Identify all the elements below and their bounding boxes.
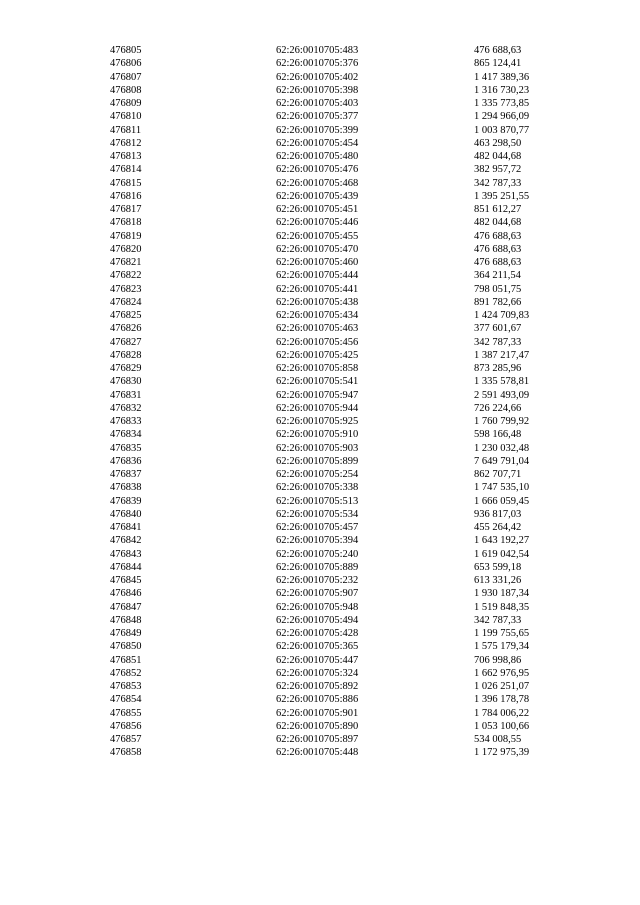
table-row	[110, 640, 550, 653]
cadastral-number: 62:26:0010705:460	[276, 257, 359, 268]
table-row	[110, 534, 550, 547]
cadastral-number: 62:26:0010705:947	[276, 389, 359, 401]
cadastral-value: 653 599,18	[474, 561, 522, 573]
cadastral-value: 706 998,86	[474, 654, 522, 666]
row-number: 476824	[110, 296, 142, 308]
cadastral-value: 1 930 187,34	[474, 588, 530, 600]
table-row	[110, 110, 550, 123]
table-row	[110, 521, 550, 534]
cadastral-number: 62:26:0010705:439	[276, 190, 359, 202]
row-number: 476815	[110, 177, 142, 189]
cadastral-value: 1 053 100,66	[474, 720, 530, 732]
table-row	[110, 203, 550, 216]
table-row	[110, 561, 550, 574]
cadastral-value: 851 612,27	[474, 204, 522, 215]
table-row	[110, 137, 550, 150]
row-number: 476821	[110, 257, 142, 268]
row-number: 476851	[110, 654, 142, 666]
cadastral-value: 1 316 730,23	[474, 84, 530, 96]
row-number: 476856	[110, 720, 142, 732]
cadastral-number: 62:26:0010705:438	[276, 296, 359, 308]
cadastral-number: 62:26:0010705:402	[276, 71, 359, 83]
table-row	[110, 362, 550, 375]
cadastral-value: 482 044,68	[474, 217, 522, 229]
cadastral-value: 865 124,41	[474, 58, 522, 70]
table-row	[110, 680, 550, 693]
cadastral-value: 798 051,75	[474, 283, 522, 295]
cadastral-value: 482 044,68	[474, 151, 522, 162]
table-row	[110, 190, 550, 203]
cadastral-number: 62:26:0010705:513	[276, 495, 359, 507]
cadastral-value: 1 575 179,34	[474, 641, 530, 653]
row-number: 476808	[110, 84, 142, 96]
table-row	[110, 707, 550, 720]
row-number: 476849	[110, 628, 142, 639]
table-row	[110, 71, 550, 84]
cadastral-value: 476 688,63	[474, 257, 522, 268]
cadastral-number: 62:26:0010705:398	[276, 84, 359, 96]
cadastral-number: 62:26:0010705:948	[276, 601, 359, 613]
cadastral-value: 1 643 192,27	[474, 535, 530, 547]
row-number: 476842	[110, 535, 142, 547]
cadastral-number: 62:26:0010705:456	[276, 336, 359, 348]
row-number: 476840	[110, 508, 142, 520]
cadastral-value: 1 395 251,55	[474, 190, 530, 202]
table-row	[110, 296, 550, 309]
cadastral-number: 62:26:0010705:455	[276, 230, 359, 242]
cadastral-value: 2 591 493,09	[474, 389, 530, 401]
cadastral-number: 62:26:0010705:534	[276, 508, 359, 520]
row-number: 476810	[110, 111, 142, 123]
table-row	[110, 442, 550, 455]
row-number: 476822	[110, 270, 142, 282]
table-row	[110, 455, 550, 468]
cadastral-value: 476 688,63	[474, 243, 522, 255]
cadastral-value: 1 172 975,39	[474, 747, 530, 759]
cadastral-value: 726 224,66	[474, 402, 522, 414]
cadastral-number: 62:26:0010705:434	[276, 310, 359, 321]
row-number: 476809	[110, 98, 142, 109]
row-number: 476838	[110, 482, 142, 494]
row-number: 476853	[110, 681, 142, 692]
cadastral-number: 62:26:0010705:403	[276, 98, 359, 109]
table-row	[110, 84, 550, 97]
cadastral-number: 62:26:0010705:494	[276, 614, 359, 626]
table-row	[110, 667, 550, 680]
row-number: 476817	[110, 204, 142, 215]
row-number: 476836	[110, 455, 142, 467]
row-number: 476820	[110, 243, 142, 255]
cadastral-number: 62:26:0010705:457	[276, 522, 359, 533]
table-row	[110, 243, 550, 256]
table-row	[110, 163, 550, 176]
table-row	[110, 693, 550, 706]
cadastral-number: 62:26:0010705:903	[276, 442, 359, 454]
row-number: 476812	[110, 137, 142, 149]
cadastral-number: 62:26:0010705:541	[276, 376, 359, 388]
table-row	[110, 574, 550, 587]
table-row	[110, 415, 550, 428]
row-number: 476832	[110, 402, 142, 414]
cadastral-number: 62:26:0010705:447	[276, 654, 359, 666]
row-number: 476855	[110, 707, 142, 719]
cadastral-value: 1 747 535,10	[474, 482, 530, 494]
row-number: 476843	[110, 548, 142, 560]
cadastral-number: 62:26:0010705:454	[276, 137, 359, 149]
table-row	[110, 57, 550, 70]
table-row	[110, 746, 550, 759]
cadastral-number: 62:26:0010705:446	[276, 217, 359, 229]
table-row	[110, 614, 550, 627]
row-number: 476846	[110, 588, 142, 600]
row-number: 476833	[110, 416, 142, 427]
cadastral-value: 455 264,42	[474, 522, 522, 533]
cadastral-number: 62:26:0010705:428	[276, 628, 359, 639]
cadastral-number: 62:26:0010705:890	[276, 720, 359, 732]
table-row	[110, 124, 550, 137]
cadastral-number: 62:26:0010705:468	[276, 177, 359, 189]
row-number: 476848	[110, 614, 142, 626]
table-row	[110, 177, 550, 190]
cadastral-value: 1 666 059,45	[474, 495, 530, 507]
cadastral-value: 598 166,48	[474, 429, 522, 441]
table-row	[110, 654, 550, 667]
table-row	[110, 375, 550, 388]
cadastral-number: 62:26:0010705:925	[276, 416, 359, 427]
table-row	[110, 508, 550, 521]
table-row	[110, 44, 550, 57]
row-number: 476806	[110, 58, 142, 70]
table-row	[110, 256, 550, 269]
row-number: 476818	[110, 217, 142, 229]
table-row	[110, 720, 550, 733]
cadastral-number: 62:26:0010705:240	[276, 548, 359, 560]
cadastral-value: 534 008,55	[474, 734, 522, 745]
cadastral-number: 62:26:0010705:858	[276, 363, 359, 374]
row-number: 476837	[110, 469, 142, 480]
cadastral-number: 62:26:0010705:365	[276, 641, 359, 653]
cadastral-value: 1 619 042,54	[474, 548, 530, 560]
table-row	[110, 587, 550, 600]
table-row	[110, 283, 550, 296]
cadastral-value: 364 211,54	[474, 270, 521, 282]
row-number: 476828	[110, 349, 142, 361]
row-number: 476854	[110, 694, 142, 706]
table-row	[110, 733, 550, 746]
cadastral-number: 62:26:0010705:897	[276, 734, 359, 745]
cadastral-value: 1 335 578,81	[474, 376, 530, 388]
table-row	[110, 230, 550, 243]
row-number: 476826	[110, 323, 142, 335]
row-number: 476830	[110, 376, 142, 388]
cadastral-value: 613 331,26	[474, 575, 522, 586]
row-number: 476839	[110, 495, 142, 507]
cadastral-number: 62:26:0010705:899	[276, 455, 359, 467]
cadastral-value: 1 396 178,78	[474, 694, 530, 706]
cadastral-number: 62:26:0010705:376	[276, 58, 359, 70]
row-number: 476847	[110, 601, 142, 613]
row-number: 476811	[110, 124, 142, 136]
cadastral-number: 62:26:0010705:448	[276, 747, 359, 759]
cadastral-number: 62:26:0010705:910	[276, 429, 359, 441]
row-number: 476829	[110, 363, 142, 374]
cadastral-number: 62:26:0010705:886	[276, 694, 359, 706]
cadastral-number: 62:26:0010705:441	[276, 283, 359, 295]
table-row	[110, 402, 550, 415]
row-number: 476841	[110, 522, 142, 533]
table-row	[110, 97, 550, 110]
table-row	[110, 601, 550, 614]
cadastral-value: 873 285,96	[474, 363, 522, 374]
cadastral-number: 62:26:0010705:232	[276, 575, 359, 586]
cadastral-number: 62:26:0010705:444	[276, 270, 359, 282]
cadastral-number: 62:26:0010705:476	[276, 164, 359, 176]
cadastral-value: 1 230 032,48	[474, 442, 530, 454]
cadastral-value: 1 519 848,35	[474, 601, 530, 613]
cadastral-value: 476 688,63	[474, 45, 522, 56]
cadastral-value: 1 662 976,95	[474, 667, 530, 679]
table-row	[110, 495, 550, 508]
cadastral-number: 62:26:0010705:324	[276, 667, 359, 679]
cadastral-number: 62:26:0010705:901	[276, 707, 359, 719]
row-number: 476819	[110, 230, 142, 242]
cadastral-number: 62:26:0010705:338	[276, 482, 359, 494]
cadastral-number: 62:26:0010705:892	[276, 681, 359, 692]
cadastral-number: 62:26:0010705:480	[276, 151, 359, 162]
table-row	[110, 468, 550, 481]
cadastral-value: 342 787,33	[474, 614, 522, 626]
cadastral-value: 476 688,63	[474, 230, 522, 242]
cadastral-value: 342 787,33	[474, 336, 522, 348]
cadastral-number: 62:26:0010705:394	[276, 535, 359, 547]
table-row	[110, 349, 550, 362]
cadastral-value: 342 787,33	[474, 177, 522, 189]
cadastral-value: 1 387 217,47	[474, 349, 530, 361]
cadastral-number: 62:26:0010705:889	[276, 561, 359, 573]
table-row	[110, 336, 550, 349]
cadastral-value: 891 782,66	[474, 296, 522, 308]
row-number: 476827	[110, 336, 142, 348]
cadastral-number: 62:26:0010705:377	[276, 111, 359, 123]
cadastral-value: 382 957,72	[474, 164, 522, 176]
cadastral-value: 1 294 966,09	[474, 111, 530, 123]
data-table	[110, 44, 550, 760]
row-number: 476844	[110, 561, 142, 573]
row-number: 476831	[110, 389, 142, 401]
table-row	[110, 322, 550, 335]
cadastral-value: 1 784 006,22	[474, 707, 530, 719]
row-number: 476835	[110, 442, 142, 454]
row-number: 476857	[110, 734, 142, 745]
row-number: 476845	[110, 575, 142, 586]
row-number: 476816	[110, 190, 142, 202]
row-number: 476852	[110, 667, 142, 679]
cadastral-value: 1 424 709,83	[474, 310, 530, 321]
table-row	[110, 269, 550, 282]
row-number: 476813	[110, 151, 142, 162]
cadastral-value: 936 817,03	[474, 508, 522, 520]
cadastral-value: 1 335 773,85	[474, 98, 530, 109]
cadastral-value: 1 199 755,65	[474, 628, 530, 639]
table-row	[110, 216, 550, 229]
cadastral-value: 1 760 799,92	[474, 416, 530, 427]
cadastral-number: 62:26:0010705:425	[276, 349, 359, 361]
table-row	[110, 150, 550, 163]
cadastral-value: 463 298,50	[474, 137, 522, 149]
cadastral-number: 62:26:0010705:254	[276, 469, 359, 480]
table-row	[110, 548, 550, 561]
cadastral-value: 862 707,71	[474, 469, 522, 480]
cadastral-number: 62:26:0010705:451	[276, 204, 359, 215]
cadastral-number: 62:26:0010705:907	[276, 588, 359, 600]
cadastral-value: 1 003 870,77	[474, 124, 530, 136]
row-number: 476805	[110, 45, 142, 56]
row-number: 476823	[110, 283, 142, 295]
cadastral-number: 62:26:0010705:470	[276, 243, 359, 255]
cadastral-number: 62:26:0010705:483	[276, 45, 359, 56]
cadastral-value: 377 601,67	[474, 323, 522, 335]
cadastral-number: 62:26:0010705:399	[276, 124, 359, 136]
row-number: 476825	[110, 310, 142, 321]
table-row	[110, 481, 550, 494]
row-number: 476834	[110, 429, 142, 441]
cadastral-number: 62:26:0010705:944	[276, 402, 359, 414]
table-row	[110, 428, 550, 441]
cadastral-number: 62:26:0010705:463	[276, 323, 359, 335]
cadastral-value: 1 026 251,07	[474, 681, 530, 692]
cadastral-value: 1 417 389,36	[474, 71, 530, 83]
row-number: 476807	[110, 71, 142, 83]
row-number: 476814	[110, 164, 142, 176]
row-number: 476858	[110, 747, 142, 759]
row-number: 476850	[110, 641, 142, 653]
cadastral-value: 7 649 791,04	[474, 455, 530, 467]
table-row	[110, 389, 550, 402]
table-row	[110, 309, 550, 322]
table-row	[110, 627, 550, 640]
